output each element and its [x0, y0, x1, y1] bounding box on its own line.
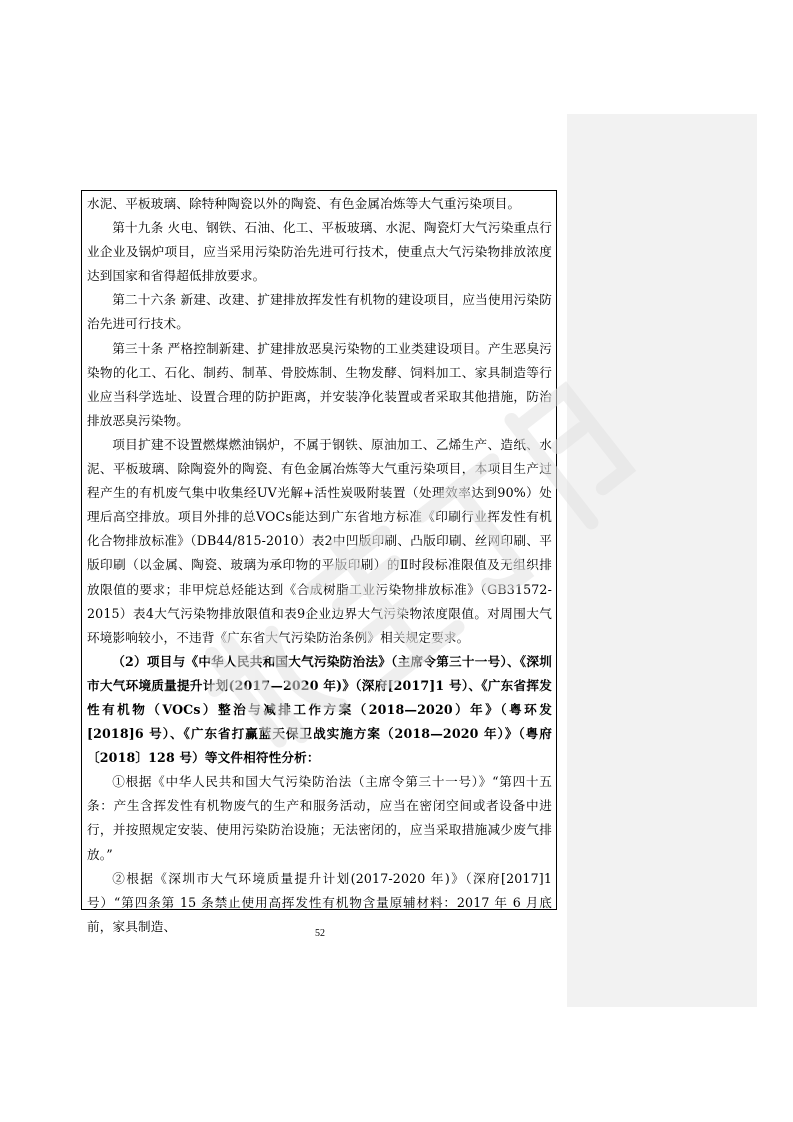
paragraph-article-19: 第十九条 火电、钢铁、石油、化工、平板玻璃、水泥、陶瓷灯大气污染重点行业企业及锅炉项目，应当采用污染防治先进可行技术，使重点大气污染物排放浓度达到国家和省得超低排放要求。	[87, 220, 552, 284]
paragraph-item-1: ①根据《中华人民共和国大气污染防治法（主席令第三十一号）》“第四十五条：产生含挥发性有机物废气的生产和服务活动，应当在密闭空间或者设备中进行，并按照规定安装、使用污染防治设施；无法密闭的，应当采取措施减少废气排放。”	[87, 774, 552, 862]
paragraph-item-2: ②根据《深圳市大气环境质量提升计划(2017-2020 年)》（深府[2017]1 号）“第四条第 15 条禁止使用高挥发性有机物含量原辅材料：2017 年 6 月底前，家具制造、	[87, 870, 552, 934]
comment-pane	[567, 114, 757, 1007]
document-text-frame	[81, 190, 557, 934]
paragraph-article-26: 第二十六条 新建、改建、扩建排放挥发性有机物的建设项目，应当使用污染防治先进可行技术。	[87, 292, 552, 332]
section-heading-2: （2）项目与《中华人民共和国大气污染防治法》（主席令第三十一号）、《深圳市大气环境质量提升计划(2017—2020 年)》（深府[2017]1 号）、《广东省挥发性有机物（VOCs）整治与减排工作方案（2018—2020）年》（粤环发[2018]6 号）、《广东省打赢蓝天保卫战实施方案（2018—2020 年）》（粤府〔2018〕128 号）等文件相符性分析：	[87, 653, 552, 766]
page-number: 52	[315, 928, 325, 939]
paragraph-article-30: 第三十条 严格控制新建、扩建排放恶臭污染物的工业类建设项目。产生恶臭污染物的化工、石化、制药、制革、骨胶炼制、生物发酵、饲料加工、家具制造等行业应当科学选址、设置合理的防护距离，并安装净化装置或者采取其他措施，防治排放恶臭污染物。	[87, 340, 552, 428]
paragraph-1: 水泥、平板玻璃、除特种陶瓷以外的陶瓷、有色金属冶炼等大气重污染项目。	[87, 196, 521, 211]
paragraph-project-analysis: 项目扩建不设置燃煤燃油锅炉，不属于钢铁、原油加工、乙烯生产、造纸、水泥、平板玻璃、除陶瓷外的陶瓷、有色金属冶炼等大气重污染项目，本项目生产过程产生的有机废气集中收集经UV光解+活性炭吸附装置（处理效率达到90%）处理后高空排放。项目外排的总VOCs能达到广东省地方标准《印刷行业挥发性有机化合物排放标准》（DB44/815-2010）表2中凹版印刷、凸版印刷、丝网印刷、平版印刷（以金属、陶瓷、玻璃为承印物的平版印刷）的Ⅱ时段标准限值及无组织排放限值的要求；非甲烷总烃能达到《合成树脂工业污染物排放标准》（GB31572-2015）表4大气污染物排放限值和表9企业边界大气污染物浓度限值。对周围大气环境影响较小，不违背《广东省大气污染防治条例》相关规定要求。	[87, 436, 552, 645]
